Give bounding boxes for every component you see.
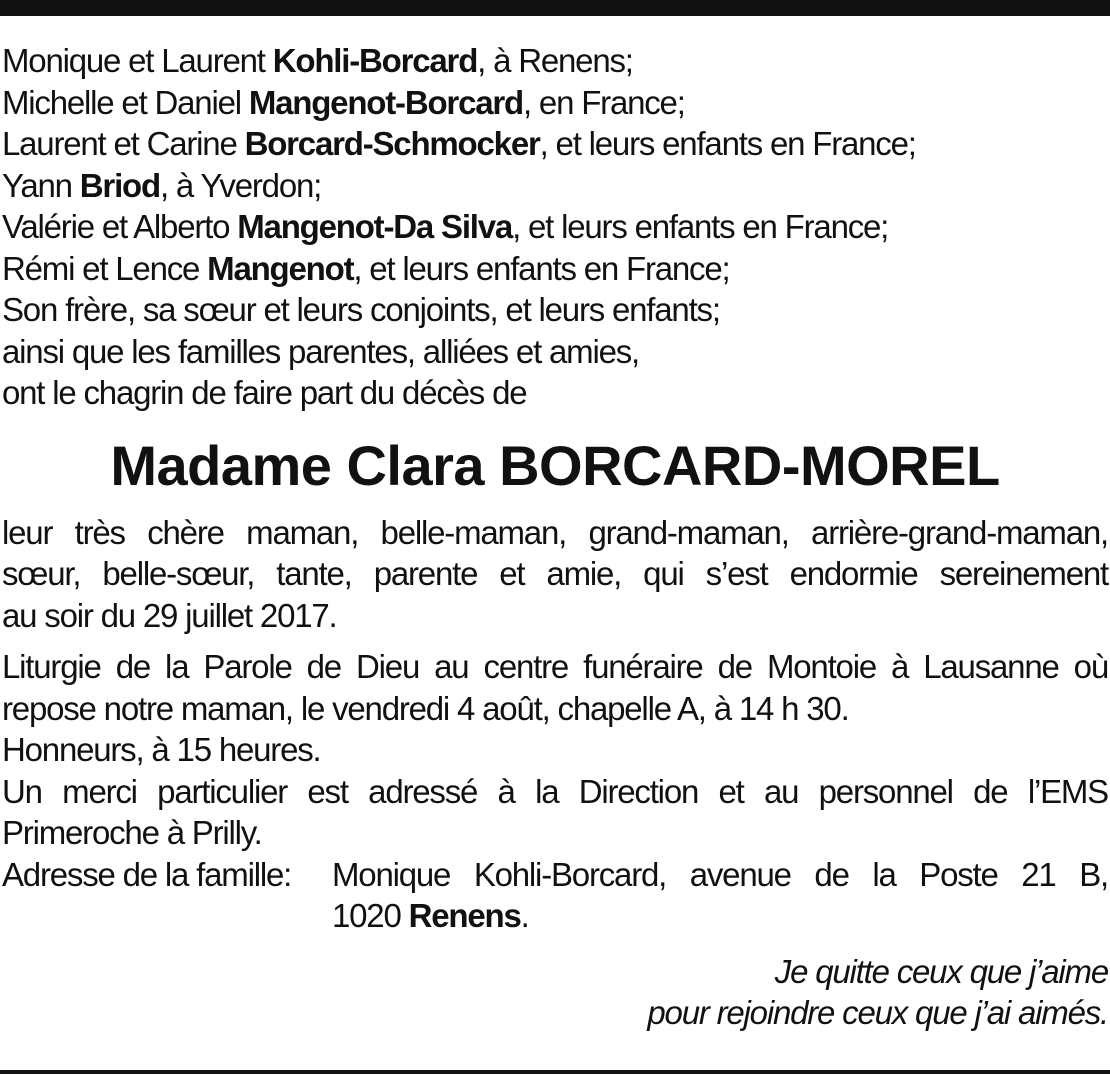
quote-line: Je quitte ceux que j’aime [774, 952, 1108, 990]
family-line: Michelle et Daniel Mangenot-Borcard, en France; [2, 83, 685, 121]
family-name: Borcard-Schmocker [244, 125, 540, 162]
description-line: sœur, belle-sœur, tante, parente et amie, qui s’est endormie sereinement [2, 555, 1108, 592]
family-line: Rémi et Lence Mangenot, et leurs enfants en France; [2, 249, 730, 287]
family-name: Briod [79, 166, 160, 204]
intro-line: Son frère, sa sœur et leurs conjoints, et leurs enfants; [2, 291, 720, 328]
address-city: Renens [408, 897, 521, 934]
quote-line: pour rejoindre ceux que j’ai aimés. [647, 994, 1108, 1031]
family-name: Mangenot [207, 249, 354, 287]
family-address [2, 854, 1108, 937]
family-line: Laurent et Carine Borcard-Schmocker, et leurs enfants en France; [2, 125, 916, 162]
address-city-line: 1020 Renens. [332, 897, 529, 934]
ceremony-line: Liturgie de la Parole de Dieu au centre funéraire de Montoie à Lausanne où [2, 648, 1108, 685]
address-label: Adresse de la famille: [2, 855, 292, 893]
ceremony-info [2, 646, 1108, 854]
description-line: leur très chère maman, belle-maman, grand-maman, arrière-grand-maman, [2, 513, 1108, 551]
closing-quote [2, 951, 1108, 1034]
family-name: Mangenot-Da Silva [237, 208, 513, 245]
deceased-name: Madame Clara BORCARD-MOREL [110, 433, 1000, 497]
top-rule [0, 0, 1110, 16]
family-name: Mangenot-Borcard [248, 83, 523, 121]
bottom-rule [0, 1070, 1110, 1074]
thanks-line: Primeroche à Prilly. [2, 814, 262, 851]
obituary-notice [2, 40, 1108, 1034]
family-line: Valérie et Alberto Mangenot-Da Silva, et leurs enfants en France; [2, 208, 889, 245]
family-line: Yann Briod, à Yverdon; [2, 166, 322, 204]
family-name: Kohli-Borcard [272, 42, 478, 79]
ceremony-line: repose notre maman, le vendredi 4 août, chapelle A, à 14 h 30. [2, 689, 849, 727]
intro-line: ainsi que les familles parentes, alliées et amies, [2, 332, 640, 370]
description [2, 512, 1108, 637]
address-line: Monique Kohli-Borcard, avenue de la Poste 21 B, [332, 855, 1108, 893]
family-line: Monique et Laurent Kohli-Borcard, à Renens; [2, 42, 633, 79]
description-line: au soir du 29 juillet 2017. [2, 596, 337, 634]
intro-line: ont le chagrin de faire part du décès de [2, 374, 527, 411]
honors-line: Honneurs, à 15 heures. [2, 731, 321, 768]
family-list [2, 40, 1108, 414]
thanks-line: Un merci particulier est adressé à la Direction et au personnel de l’EMS [2, 772, 1108, 810]
